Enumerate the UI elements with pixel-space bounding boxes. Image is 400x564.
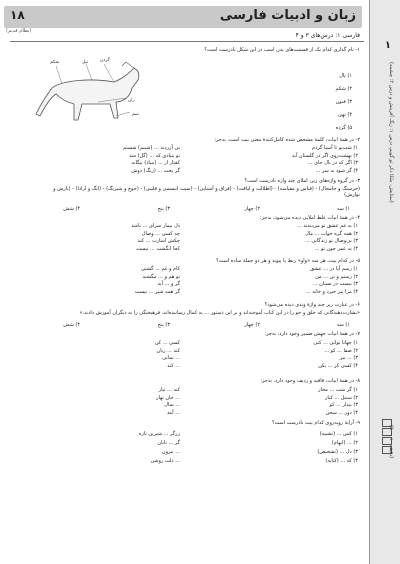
q1-option[interactable]: ۲) شکم <box>335 86 352 92</box>
exam-number-badge: ۱۸ <box>10 8 25 22</box>
q1-option[interactable]: ۳) فنون <box>335 99 352 105</box>
verse: ... کند <box>167 362 180 369</box>
badge-subtitle: (نظام قدیم) <box>6 28 32 34</box>
verse: چه کسی ... وصال <box>141 230 180 237</box>
question-2-text: ۲- در همهٔ ابیات، کلمهٔ مشخص شده کامل‌کنندهٔ معنی بیت است، به‌جز: <box>214 137 360 143</box>
verse: کجا انگشت ... نیست <box>136 245 180 252</box>
verse[interactable]: ۴) گر شود به سر ... <box>315 167 358 174</box>
header-divider <box>10 41 364 42</box>
question-8-text: ۸- در همهٔ ابیات، قافیه و ردیف وجود دارد، به‌جز: <box>260 378 360 384</box>
verse[interactable]: ۳) اگر که در بال جای ... <box>307 160 358 167</box>
question-3-body: (خرسنگ و خامخال) - (قیاس و مقیاسه) - (اطلالت و لیاقت) - (فراق و آشنایی) - (سپت انبسمی و قلیبی) - (خوچ و شیرنگ) - (انگ و ارادا) - (بارش و نوازش) <box>53 186 360 198</box>
verse[interactable]: ۱) به غم عشق تو می‌بندند ... <box>297 223 358 229</box>
figure-label: گردن <box>100 58 110 63</box>
figure-label: تپل <box>82 60 89 65</box>
q6-option[interactable]: ۴) شش <box>63 322 80 328</box>
verse: ... دلت روشن <box>150 458 180 464</box>
side-topic-text: (ستایش، ملکا ذکر تو گویم، درس ۱: زنگ آفرینش و درس ۲: چشمه) <box>388 62 394 203</box>
q2-right-column <box>208 145 358 175</box>
question-6-text: ۶- در عبارت زیر چند واژهٔ وندی دیده می‌شود؟ <box>264 302 360 308</box>
horse-figure <box>22 58 162 128</box>
verse: گر ... تابان <box>157 440 180 446</box>
verse: زرگر ... شیرین تازه <box>138 431 180 437</box>
q3-option[interactable]: ۳) پنج <box>157 206 170 212</box>
page-title: زبان و ادبیات فارسی <box>219 8 356 23</box>
figure-label: شکم <box>50 60 60 65</box>
side-strip <box>369 0 400 564</box>
question-4-text: ۴- در همهٔ ابیات غلط املایی دیده می‌شود، به‌جز: <box>259 215 360 221</box>
verse[interactable]: ۱) شب‌پو تا آسیا گردم <box>311 145 358 151</box>
verse: کام و غم ... گشتی <box>141 266 180 272</box>
verse[interactable]: ۲) رستم و تن ... من <box>315 273 358 280</box>
verse[interactable]: ۲) سنبل ... کنار <box>325 394 358 401</box>
q5-left-column <box>30 266 180 296</box>
verse: ... سال <box>164 402 180 409</box>
q7-right-column <box>208 340 358 370</box>
question-5-text: ۵- در کدام بیت، هر سه «واو» ربط یا پیوند و هر دو جملهٔ ساده است؟ <box>216 258 360 264</box>
verse: چکش اسارت ... کند <box>137 238 180 245</box>
verse: کند ... نیاز <box>158 387 180 393</box>
q2-left-column <box>30 145 180 175</box>
verse[interactable]: ۳) بی‌وصال تو زندگانی ... <box>304 238 358 245</box>
verse[interactable]: ۳) بیدار ... کو <box>329 402 358 409</box>
q6-option[interactable]: ۱) سه <box>336 322 350 328</box>
verse[interactable]: ۲) همه گره خواب ... مال <box>305 230 358 237</box>
q4-left-column <box>30 223 180 253</box>
q1-option[interactable]: ۴) تهی <box>337 112 352 118</box>
page-header <box>4 6 362 28</box>
question-3-text: ۳- در گروه واژه‌های زیر، املای چند واژه نادرست است؟ <box>244 178 360 184</box>
q1-option[interactable]: ۵) گرده <box>335 125 352 131</box>
q5-right-column <box>208 266 358 296</box>
q3-option[interactable]: ۲) چهار <box>244 206 260 212</box>
verse: تو بنیادی که ... (گل) شد <box>129 152 180 159</box>
q3-option[interactable]: ۱) سه <box>336 206 350 212</box>
verse[interactable]: ۳) ... نیز <box>339 355 358 362</box>
verse[interactable]: ۴) مرا پیر خیرد و خانه ... <box>305 288 358 295</box>
verse[interactable]: ۴) که ... (کنایه) <box>325 458 358 464</box>
q8-left-column <box>30 387 180 417</box>
q1-option[interactable]: ۱) یال <box>339 73 352 79</box>
verse: ... آمد <box>166 409 180 416</box>
verse: تو هم و ... مگشند <box>142 273 180 280</box>
q8-right-column <box>208 387 358 417</box>
verse: بی آزردند ... (شبنم) شستم <box>122 145 180 151</box>
verse[interactable]: ۱) گر شب ... مخاز <box>318 387 358 393</box>
verse[interactable]: ۴) کسی کز ... بکن <box>318 362 358 369</box>
verse: کند ... زبان <box>156 347 180 354</box>
verse[interactable]: ۴) به عمر چون تو ... <box>314 245 358 252</box>
verse: ... بمانی <box>162 355 180 362</box>
question-6-body: «بشارت‌دهندگانی که خلق و خو را در این کتاب آموخته‌اند و بر این دستور ... به کمال رسانیده‌اند، فرهیختگی را به دیگران آموزش دادند.» <box>79 310 360 316</box>
side-time-text: (۵ — ۱۰ دقیقه) <box>388 425 394 459</box>
verse: دل بیمار سرای ... باشد <box>131 223 180 229</box>
lesson-heading: فارسی ۱: درس‌های ۳ و ۴ <box>295 32 360 39</box>
verse: کفتار از ... (بنیاد) بیگانه <box>131 160 180 167</box>
question-7-text: ۷- در همهٔ ابیات جهش ضمیر وجود دارد، به‌جز: <box>264 331 360 337</box>
page-number: ۱ <box>384 40 391 51</box>
verse[interactable]: ۲) ... (ایهام) <box>331 440 358 446</box>
q7-left-column <box>30 340 180 370</box>
verse: ... جان بهار <box>156 394 180 401</box>
verse[interactable]: ۱) کس ... (تشبیه) <box>319 431 358 437</box>
verse: کسی ... کن <box>154 340 180 346</box>
verse[interactable]: ۱) رسم آیا در ... عشق <box>310 266 358 272</box>
figure-label: سم <box>132 112 139 117</box>
question-1-text: ۱- نام گذاری کدام یک از قسمت‌های بدن اسب در این شکل نادرست است؟ <box>204 47 360 53</box>
verse: گر و ... آید <box>157 281 180 288</box>
verse: ... بیرون <box>161 449 180 455</box>
q4-right-column <box>208 223 358 253</box>
verse[interactable]: ۳) نیست در بستان ... <box>312 281 358 288</box>
verse: گر همه شیر ... نیست <box>134 288 180 295</box>
q9-left-column <box>30 430 180 466</box>
question-9-text: ۹- آرایهٔ روبه‌روی کدام بیت نادرست است؟ <box>271 420 360 426</box>
verse[interactable]: ۲) صفا ... کو ... <box>324 347 358 354</box>
q6-option[interactable]: ۳) پنج <box>157 322 170 328</box>
q6-option[interactable]: ۲) چهار <box>244 322 260 328</box>
verse[interactable]: ۳) دل ... (تشخیص) <box>317 449 358 455</box>
verse: گر بخت ... (رنگ) دوش <box>131 167 180 174</box>
q3-option[interactable]: ۴) شش <box>63 206 80 212</box>
verse[interactable]: ۴) دور ... سخن <box>325 409 358 416</box>
verse[interactable]: ۱) جهانا توانی ... کنی <box>313 340 358 346</box>
q9-right-column <box>208 430 358 466</box>
figure-label: ران <box>128 98 135 103</box>
verse[interactable]: ۲) بهشت‌روی اگر در گلستان آید <box>291 152 358 159</box>
